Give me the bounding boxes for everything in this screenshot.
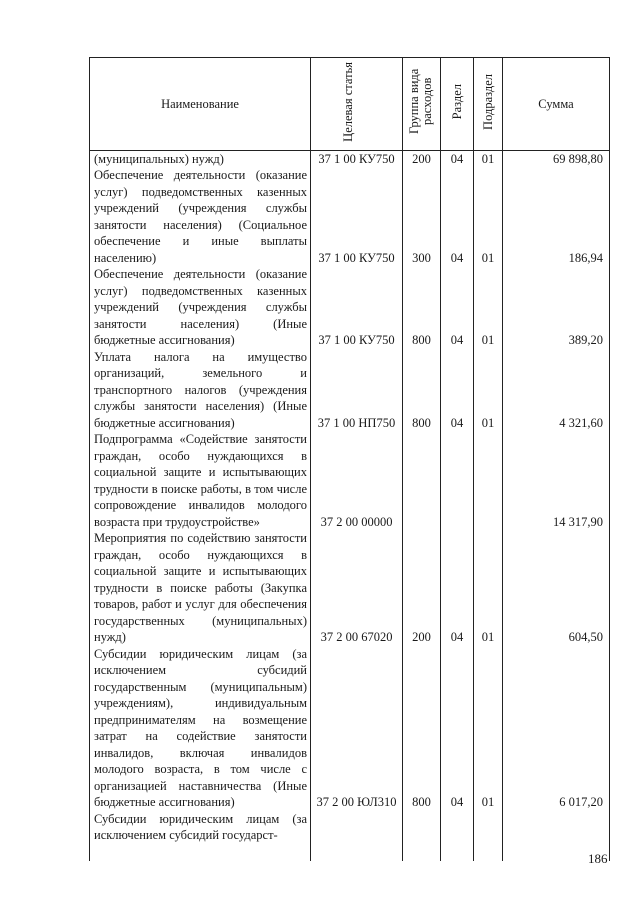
row-group: 200 — [403, 150, 441, 167]
row-name: Мероприятия по содействию занятости граждан, особо нуждающихся в социальной защите и испытывающих трудности в поиске работы (Закупка товаров, работ и услуг для обеспечения государственных (муниципальных) нужд) — [90, 530, 311, 646]
row-sum: 6 017,20 — [503, 646, 610, 811]
row-name: (муниципальных) нужд) — [90, 150, 311, 167]
row-subsection — [474, 811, 503, 861]
row-code: 37 2 00 ЮЛ310 — [311, 646, 403, 811]
row-name: Уплата налога на имущество организаций, земельного и транспортного налогов (учреждения службы занятости населения) (Иные бюджетные ассигнования) — [90, 349, 311, 432]
row-name: Субсидии юридическим лицам (за исключением субсидий государственным (муниципальным) учреждениям), индивидуальным предпринимателям на возмещение затрат на содействие занятости инвалидов, включая инвалидов молодого возраста, в том числе с организацией наставничества (Иные бюджетные ассигнования) — [90, 646, 311, 811]
row-section: 04 — [441, 646, 474, 811]
header-target: Целевая статья — [311, 58, 403, 151]
table-row — [90, 431, 610, 530]
row-name: Субсидии юридическим лицам (за исключением субсидий государст- — [90, 811, 311, 861]
row-group — [403, 811, 441, 861]
table-row — [90, 266, 610, 349]
row-section — [441, 811, 474, 861]
row-code: 37 1 00 КУ750 — [311, 150, 403, 167]
row-name: Обеспечение деятельности (оказание услуг) подведомственных казенных учреждений (учреждения службы занятости населения) (Иные бюджетные ассигнования) — [90, 266, 311, 349]
row-section: 04 — [441, 266, 474, 349]
row-group: 300 — [403, 167, 441, 266]
row-subsection: 01 — [474, 646, 503, 811]
row-group — [403, 431, 441, 530]
row-sum: 69 898,80 — [503, 150, 610, 167]
header-name: Наименование — [90, 58, 311, 151]
page-number: 186 — [588, 851, 608, 866]
table-row — [90, 349, 610, 432]
row-sum: 389,20 — [503, 266, 610, 349]
table-row — [90, 811, 610, 861]
row-code: 37 1 00 КУ750 — [311, 266, 403, 349]
header-section: Раздел — [441, 58, 474, 151]
row-code: 37 1 00 НП750 — [311, 349, 403, 432]
budget-table — [89, 57, 610, 861]
row-group: 800 — [403, 266, 441, 349]
table-row — [90, 167, 610, 266]
row-sum: 604,50 — [503, 530, 610, 646]
row-code: 37 1 00 КУ750 — [311, 167, 403, 266]
row-sum: 14 317,90 — [503, 431, 610, 530]
table-row — [90, 646, 610, 811]
row-group: 800 — [403, 349, 441, 432]
header-sum: Сумма — [503, 58, 610, 151]
row-section: 04 — [441, 530, 474, 646]
row-subsection: 01 — [474, 349, 503, 432]
table-header-row — [90, 58, 610, 151]
header-group: Группа вида расходов — [403, 58, 441, 151]
row-sum: 4 321,60 — [503, 349, 610, 432]
row-sum: 186,94 — [503, 167, 610, 266]
table-row — [90, 530, 610, 646]
row-subsection — [474, 431, 503, 530]
row-name: Обеспечение деятельности (оказание услуг) подведомственных казенных учреждений (учреждения службы занятости населения) (Социальное обеспечение и иные выплаты населению) — [90, 167, 311, 266]
header-subsection: Подраздел — [474, 58, 503, 151]
row-subsection: 01 — [474, 150, 503, 167]
row-group: 200 — [403, 530, 441, 646]
row-code — [311, 811, 403, 861]
row-section: 04 — [441, 349, 474, 432]
row-group: 800 — [403, 646, 441, 811]
row-section — [441, 431, 474, 530]
row-section: 04 — [441, 167, 474, 266]
row-code: 37 2 00 67020 — [311, 530, 403, 646]
row-code: 37 2 00 00000 — [311, 431, 403, 530]
table-row — [90, 150, 610, 167]
row-subsection: 01 — [474, 530, 503, 646]
row-name: Подпрограмма «Содействие занятости граждан, особо нуждающихся в социальной защите и испытывающих трудности в поиске работы, в том числе сопровождение инвалидов молодого возраста при трудоустройстве» — [90, 431, 311, 530]
row-subsection: 01 — [474, 167, 503, 266]
row-section: 04 — [441, 150, 474, 167]
row-subsection: 01 — [474, 266, 503, 349]
